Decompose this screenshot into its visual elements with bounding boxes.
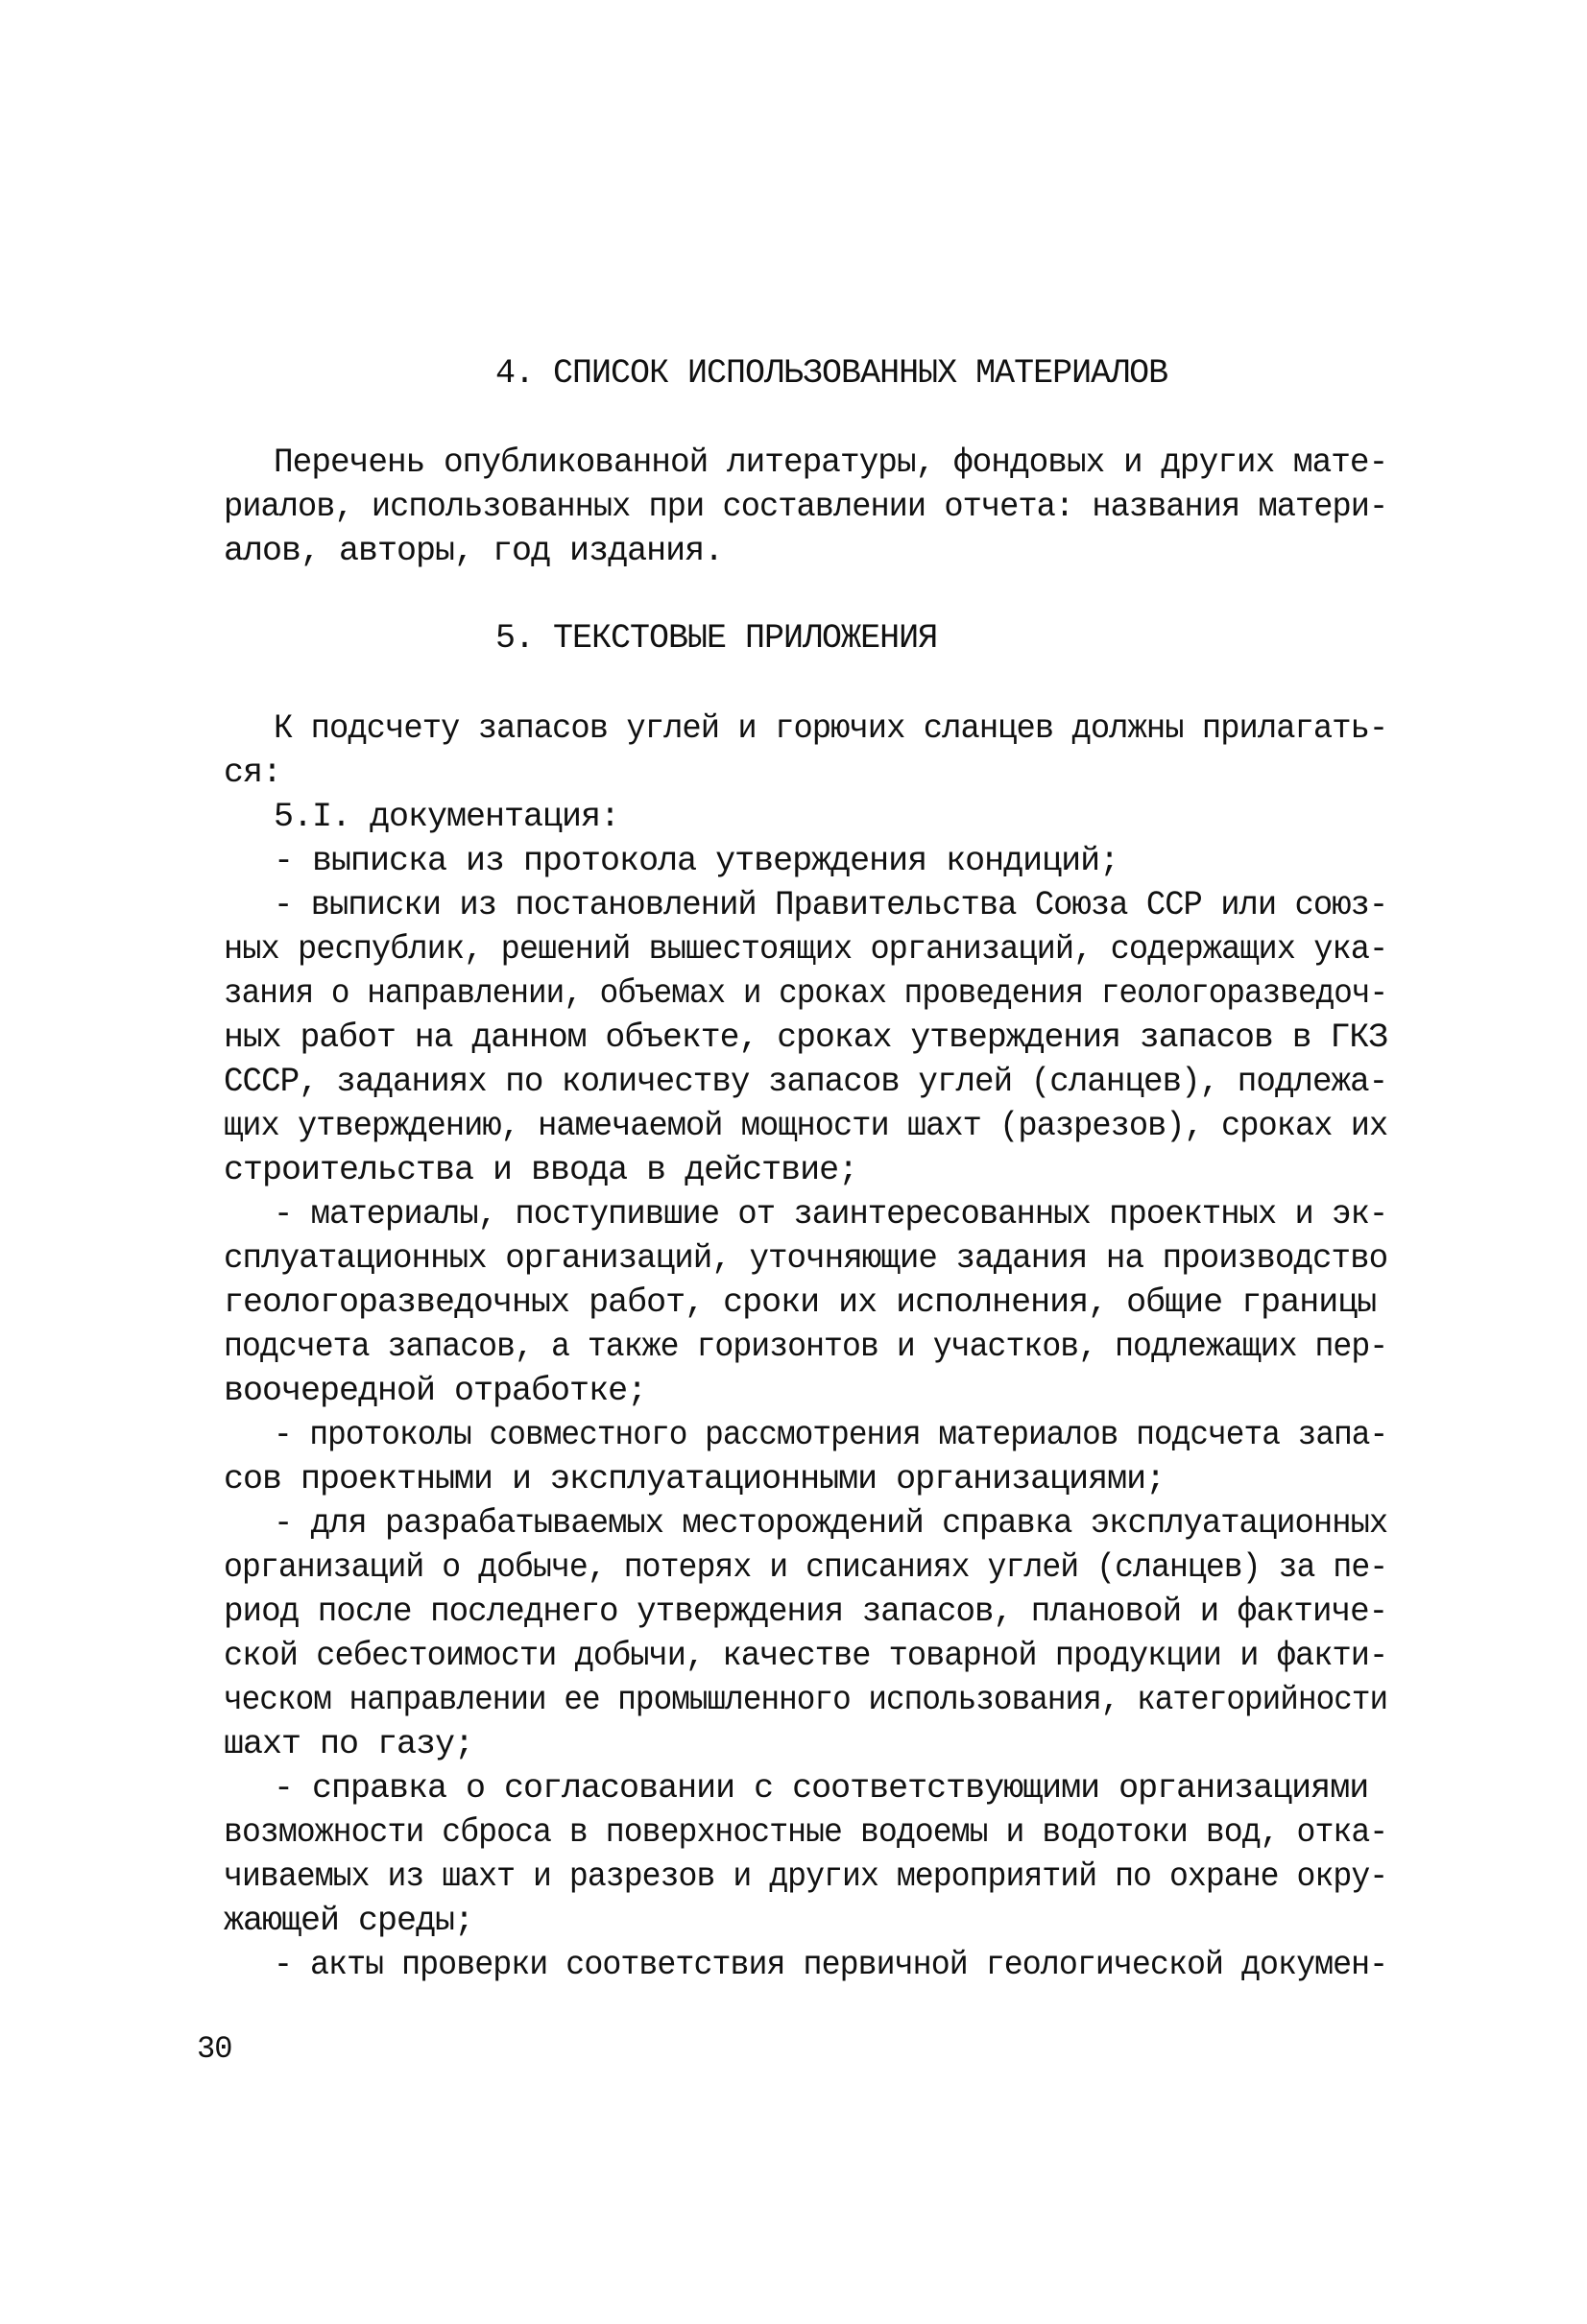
paragraph-line: воочередной отработке;	[224, 1372, 647, 1410]
list-item: - акты проверки соответствия первичной геологической докумен-	[274, 1946, 1388, 1984]
section-4-heading: 4. СПИСОК ИСПОЛЬЗОВАННЫХ МАТЕРИАЛОВ	[495, 354, 1168, 393]
list-item: - выписка из протокола утверждения кондиций;	[274, 842, 1119, 880]
paragraph-line: подсчета запасов, а также горизонтов и участков, подлежащих пер-	[224, 1328, 1388, 1366]
paragraph-line: сплуатационных организаций, уточняющие задания на производство	[224, 1239, 1388, 1278]
paragraph-line: Перечень опубликованной литературы, фондовых и других мате-	[274, 443, 1388, 482]
paragraph-line: ческом направлении ее промышленного использования, категорийности	[224, 1681, 1388, 1719]
paragraph-line: ся:	[224, 754, 282, 792]
paragraph-line: щих утверждению, намечаемой мощности шахт (разрезов), сроках их	[224, 1107, 1388, 1145]
paragraph-line: строительства и ввода в действие;	[224, 1151, 858, 1189]
paragraph-line: К подсчету запасов углей и горючих сланцев должны прилагать-	[274, 709, 1388, 748]
list-item: - справка о согласовании с соответствующими организациями	[274, 1769, 1369, 1808]
paragraph-line: возможности сброса в поверхностные водоемы и водотоки вод, отка-	[224, 1813, 1388, 1852]
paragraph-line: чиваемых из шахт и разрезов и других мероприятий по охране окру-	[224, 1857, 1388, 1896]
paragraph-line: организаций о добыче, потерях и списаниях углей (сланцев) за пе-	[224, 1548, 1388, 1587]
paragraph-line: жающей среды;	[224, 1902, 474, 1940]
section-5-heading: 5. ТЕКСТОВЫЕ ПРИЛОЖЕНИЯ	[495, 619, 938, 658]
list-item: - протоколы совместного рассмотрения материалов подсчета запа-	[274, 1416, 1388, 1454]
paragraph-line: ных республик, решений вышестоящих организаций, содержащих ука-	[224, 930, 1388, 969]
paragraph-line: ской себестоимости добычи, качестве товарной продукции и факти-	[224, 1637, 1388, 1675]
paragraph-line: сов проектными и эксплуатационными организациями;	[224, 1460, 1166, 1498]
page-number: 30	[197, 2031, 232, 2067]
paragraph-line: СССР, заданиях по количеству запасов углей (сланцев), подлежа-	[224, 1063, 1388, 1101]
list-item: - для разрабатываемых месторождений справка эксплуатационных	[274, 1504, 1388, 1543]
paragraph-line: шахт по газу;	[224, 1725, 474, 1763]
paragraph-line: риалов, использованных при составлении отчета: названия матери-	[224, 488, 1388, 526]
subsection-heading: 5.I. документация:	[274, 798, 620, 836]
paragraph-line: зания о направлении, объемах и сроках проведения геологоразведоч-	[224, 974, 1388, 1013]
paragraph-line: ных работ на данном объекте, сроках утверждения запасов в ГКЗ	[224, 1018, 1388, 1057]
paragraph-line: риод после последнего утверждения запасов, плановой и фактиче-	[224, 1593, 1388, 1631]
paragraph-line: алов, авторы, год издания.	[224, 532, 724, 570]
list-item: - материалы, поступившие от заинтересованных проектных и эк-	[274, 1195, 1388, 1234]
paragraph-line: геологоразведочных работ, сроки их исполнения, общие границы	[224, 1283, 1377, 1322]
list-item: - выписки из постановлений Правительства Союза ССР или союз-	[274, 886, 1388, 924]
